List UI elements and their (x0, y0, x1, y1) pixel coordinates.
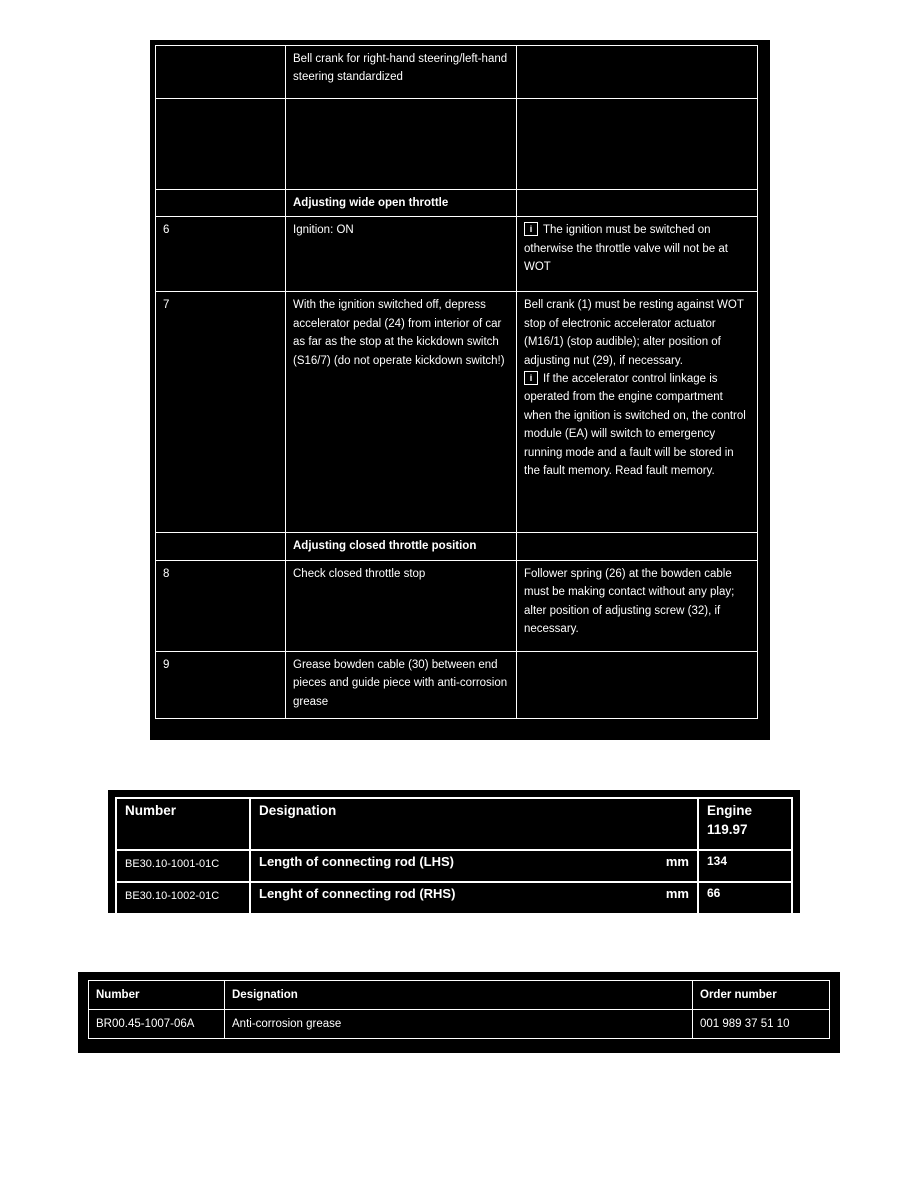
designation-cell (250, 882, 698, 914)
column-header-number: Number (89, 981, 225, 1010)
note-cell (517, 190, 758, 217)
instruction-cell: Check closed throttle stop (286, 560, 517, 651)
procedure-table-grid (155, 45, 758, 719)
number-cell: BR00.45-1007-06A (89, 1010, 225, 1039)
engine-code: 119.97 (707, 821, 748, 837)
table-row (156, 292, 758, 533)
table-row (156, 217, 758, 292)
designation-text: Lenght of connecting rod (RHS) (259, 886, 456, 901)
column-header-designation: Designation (225, 981, 693, 1010)
header-row (116, 798, 792, 850)
procedure-table (150, 40, 770, 740)
table-row (89, 1010, 830, 1039)
table-row (156, 651, 758, 718)
note-cell (517, 533, 758, 560)
step-cell: 6 (156, 217, 286, 292)
note-cell (517, 217, 758, 292)
unit-label: mm (665, 886, 689, 901)
designation-cell (250, 850, 698, 882)
engine-value-cell: 66 (698, 882, 792, 914)
step-cell (156, 533, 286, 560)
instruction-cell: Bell crank for right-hand steering/left-hand steering standardized (286, 46, 517, 99)
section-header: Adjusting wide open throttle (286, 190, 517, 217)
section-header-row (156, 190, 758, 217)
instruction-cell: Grease bowden cable (30) between end pieces and guide piece with anti-corrosion grease (286, 651, 517, 718)
note-cell (517, 99, 758, 190)
order-number-cell: 001 989 37 51 10 (693, 1010, 830, 1039)
section-header-row (156, 533, 758, 560)
step-cell: 7 (156, 292, 286, 533)
info-icon: i (524, 222, 538, 236)
test-values-grid (115, 797, 793, 915)
table-row (116, 882, 792, 914)
step-cell (156, 190, 286, 217)
note-text: The ignition must be switched on otherwise the throttle valve will not be at WOT (524, 224, 728, 274)
note-cell (517, 46, 758, 99)
table-row (156, 560, 758, 651)
note-cell (517, 292, 758, 533)
step-cell (156, 99, 286, 190)
table-row (156, 46, 758, 99)
column-header-engine (698, 798, 792, 850)
test-values-table (108, 790, 800, 913)
table-row (116, 850, 792, 882)
designation-text: Length of connecting rod (LHS) (259, 854, 454, 869)
column-header-number: Number (116, 798, 250, 850)
materials-table (78, 972, 840, 1053)
number-cell: BE30.10-1001-01C (116, 850, 250, 882)
column-header-order: Order number (693, 981, 830, 1010)
table-row (156, 99, 758, 190)
header-row (89, 981, 830, 1010)
instruction-cell (286, 99, 517, 190)
engine-value-cell: 134 (698, 850, 792, 882)
step-cell (156, 46, 286, 99)
instruction-cell: Ignition: ON (286, 217, 517, 292)
info-icon: i (524, 371, 538, 385)
section-header: Adjusting closed throttle position (286, 533, 517, 560)
note-text: Bell crank (1) must be resting against WOT stop of electronic accelerator actuator (M16/1) (stop audible); alter position of adjusting nut (29), if necessary. (524, 299, 744, 367)
note-cell (517, 651, 758, 718)
step-cell: 9 (156, 651, 286, 718)
note-text: If the accelerator control linkage is operated from the engine compartment when the ignition is switched on, the control module (EA) will switch to emergency running mode and a fault will be stored in the fault memory. Read fault memory. (524, 372, 746, 477)
designation-cell: Anti-corrosion grease (225, 1010, 693, 1039)
materials-grid (88, 980, 830, 1039)
instruction-cell: With the ignition switched off, depress accelerator pedal (24) from interior of car as far as the stop at the kickdown switch (S16/7) (do not operate kickdown switch!) (286, 292, 517, 533)
note-cell: Follower spring (26) at the bowden cable must be making contact without any play; alter position of adjusting screw (32), if necessary. (517, 560, 758, 651)
engine-label: Engine (707, 803, 753, 818)
step-cell: 8 (156, 560, 286, 651)
unit-label: mm (665, 854, 689, 869)
column-header-designation: Designation (250, 798, 698, 850)
number-cell: BE30.10-1002-01C (116, 882, 250, 914)
